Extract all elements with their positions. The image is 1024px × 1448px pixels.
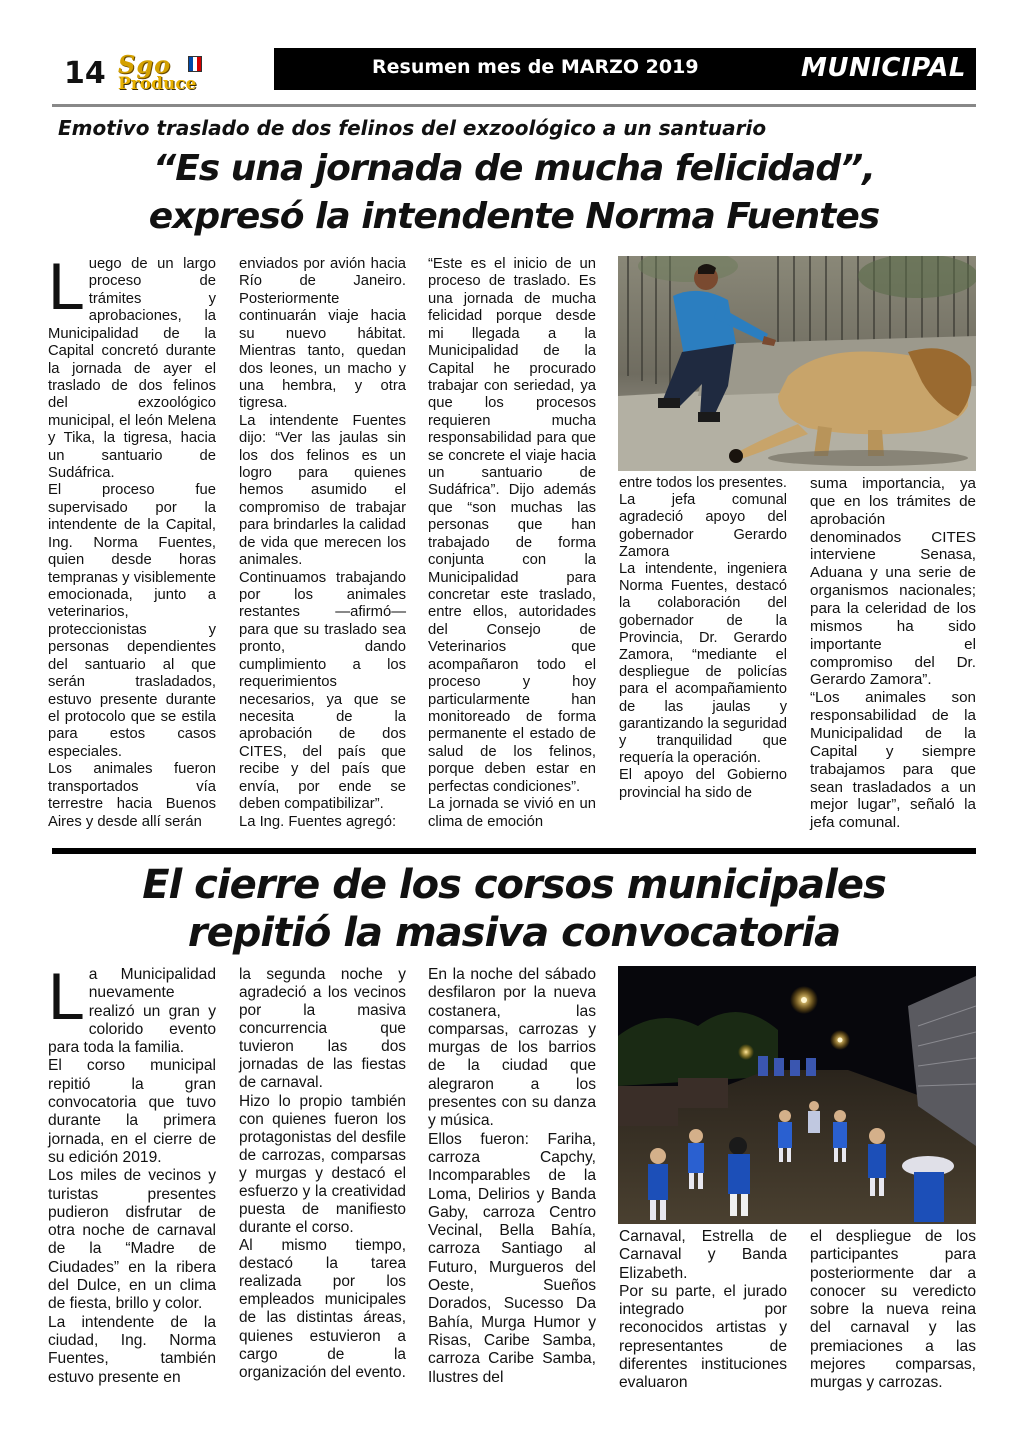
lion-photo — [618, 256, 976, 471]
carnival-parade-photo — [618, 966, 976, 1224]
logo-sgo-text: Sgo — [118, 50, 172, 79]
article2-column-4 — [619, 1228, 787, 1408]
article1-kicker: Emotivo traslado de dos felinos del exzoológico a un santuario — [58, 116, 767, 140]
article1-column-2 — [239, 256, 406, 836]
article2-col3-text — [428, 966, 596, 1387]
flag-icon — [188, 56, 202, 72]
article1-title-line1: “Es una jornada de mucha felicidad”, — [153, 148, 875, 189]
article1-col4-text — [619, 475, 787, 802]
article1-col1-text — [48, 249, 216, 831]
paragraph: Al mismo tiempo, destacó la tarea realizada por los empleados municipales de las distintas áreas, quienes estuvieron a cargo de la organización del evento. — [239, 1237, 406, 1381]
paragraph: “Los animales son responsabilidad de la Municipalidad de la Capital y siempre trabajamos para que sean trasladados a un mejor lugar”, señaló la jefa comunal. — [810, 689, 976, 832]
header-bar — [274, 48, 976, 90]
article1-col5-text — [810, 475, 976, 832]
section-label: MUNICIPAL — [800, 53, 966, 83]
paragraph: suma importancia, ya que en los trámites de aprobación denominados CITES interviene Senasa, Aduana y una serie de organismos nacionales; para la celeridad de los mismos ha sido importante el compromiso del Dr. Gerardo Zamora”. — [810, 475, 976, 689]
paragraph: el despliegue de los participantes para posteriormente dar a conocer su veredicto sobre la nueva reina del carnaval y las premiaciones a las mejores comparsas, murgas y carrozas. — [810, 1228, 976, 1392]
paragraph: Por su parte, el jurado integrado por reconocidos artistas y representantes de diferentes instituciones evaluaron — [619, 1282, 787, 1392]
article2-column-1 — [48, 959, 216, 1406]
page-header — [52, 48, 976, 100]
paragraph: La intendente Fuentes dijo: “Ver las jaulas sin los dos felinos es un logro para quienes hemos asumido el compromiso de trabajar para brindarles la calidad de vida que merecen los animales. — [239, 412, 406, 569]
edition-label: Resumen mes de MARZO 2019 — [372, 56, 699, 78]
paragraph: Hizo lo propio también con quienes fueron los protagonistas del desfile de carrozas, comparsas y murgas y destacó el esfuerzo y la creatividad puesta de manifiesto durante el corso. — [239, 1092, 406, 1237]
article2-column-2 — [239, 966, 406, 1406]
article1-column-1 — [48, 249, 216, 836]
paragraph: El proceso fue supervisado por la intendente de la Capital, Ing. Norma Fuentes, quien desde horas tempranas y visiblemente emocionada, junto a veterinarios, proteccionistas y personas dependientes del santuario al que serán trasladados, estuvo presente durante el protocolo que se estila para estos casos especiales. — [48, 482, 216, 760]
paragraph: la segunda noche y agradeció a los vecinos por la masiva concurrencia que tuvieron las dos jornadas de las fiestas de carnaval. — [239, 966, 406, 1092]
paragraph: Continuamos trabajando por los animales restantes —afirmó— para que su traslado sea pronto, dando cumplimiento a los requerimientos necesarios, ya que se necesita de la aprobación de dos CITES, del país que recibe y del país que envía, por ende se deben compatibilizar”. — [239, 569, 406, 813]
article2-title-line1: El cierre de los corsos municipales — [142, 862, 886, 908]
paragraph: enviados por avión hacia Río de Janeiro. Posteriormente continuarán viaje hacia su nuevo hábitat. Mientras tanto, quedan dos leones, un macho y una hembra, y otra tigresa. — [239, 256, 406, 412]
article2-col4-text — [619, 1228, 787, 1393]
article1-title-line2: expresó la intendente Norma Fuentes — [148, 196, 880, 237]
paragraph: uego de un largo proceso de trámites y aprobaciones, la Municipalidad de la Capital concretó durante la jornada de ayer el traslado de dos felinos del exzoológico municipal, el león Melena y Tika, la tigresa, hacia un santuario de Sudáfrica. — [48, 256, 216, 482]
article1-col3-text — [428, 256, 596, 831]
paragraph: a Municipalidad nuevamente realizó un gran y colorido evento para toda la familia. — [48, 966, 216, 1057]
page-number: 14 — [64, 56, 106, 91]
paragraph: La jefa comunal agradeció apoyo del gobernador Gerardo Zamora — [619, 492, 787, 560]
article2-dropcap: L — [48, 959, 85, 1033]
article-divider — [52, 848, 976, 854]
article1-column-4 — [619, 475, 787, 835]
paragraph: Ellos fueron: Fariha, carroza Capchy, Incomparables de la Loma, Delirios y Banda Gaby, carroza Centro Vecinal, Bella Bahía, carroza Santiago al Futuro, Murgueros del Oeste, Sueños Dorados, Sucesso Da Bahía, Murga Humor y Risas, Caribe Samba, carroza Caribe Samba, Ilustres del — [428, 1130, 596, 1386]
article1-col2-text — [239, 256, 406, 831]
article2-col5-text — [810, 1228, 976, 1393]
article2-title-line2: repitió la masiva convocatoria — [187, 910, 841, 956]
paragraph: entre todos los presentes. — [619, 475, 787, 491]
paragraph: La intendente, ingeniera Norma Fuentes, destacó la colaboración del gobernador de la Provincia, Dr. Gerardo Zamora, “mediante el despliegue de policías para el acompañamiento de las jaulas y garantizando la seguridad y tranquilidad que requería la operación. — [619, 561, 787, 767]
article1-dropcap: L — [48, 249, 85, 323]
paragraph: El apoyo del Gobierno provincial ha sido de — [619, 767, 787, 801]
article1-column-5 — [810, 475, 976, 835]
paragraph: “Este es el inicio de un proceso de traslado. Es una jornada de mucha felicidad porque desde mi llegada a la Municipalidad de la Capital he procurado trabajar con seriedad, ya que los procesos requieren mucha responsabilidad para que se concrete el viaje hacia un santuario de Sudáfrica”. Dijo además que “son muchas las personas que han trabajado de forma conjunta con la Municipalidad para concretar este traslado, entre ellos, autoridades del Consejo de Veterinarios que acompañaron todo el proceso y hoy particularmente han monitoreado de forma permanente el estado de salud de los felinos, porque deben estar en perfectas condiciones”. — [428, 256, 596, 795]
paragraph: El corso municipal repitió la gran convocatoria que tuvo durante la primera jornada, en el cierre de su edición 2019. — [48, 1057, 216, 1166]
article2-column-5 — [810, 1228, 976, 1408]
paragraph: La jornada se vivió en un clima de emoción — [428, 796, 596, 830]
logo-produce-text: Produce — [118, 74, 197, 94]
article2-column-3 — [428, 966, 596, 1406]
article2-col2-text — [239, 966, 406, 1382]
paragraph: La intendente de la ciudad, Ing. Norma Fuentes, también estuvo presente en — [48, 1313, 216, 1386]
article1-column-3 — [428, 256, 596, 836]
paragraph: Carnaval, Estrella de Carnaval y Banda Elizabeth. — [619, 1228, 787, 1282]
paragraph: Los miles de vecinos y turistas presentes pudieron disfrutar de otra noche de carnaval de la “Madre de Ciudades” en la ribera del Dulce, en un clima de fiesta, brillo y color. — [48, 1167, 216, 1313]
paragraph: Los animales fueron transportados vía terrestre hacia Buenos Aires y desde allí serán — [48, 761, 216, 830]
paragraph: La Ing. Fuentes agregó: — [239, 813, 397, 830]
newspaper-logo — [118, 52, 258, 96]
paragraph: En la noche del sábado desfilaron por la nueva costanera, las comparsas, carrozas y murgas de los barrios de la ciudad que alegraron a los presentes con su danza y música. — [428, 966, 596, 1130]
header-rule — [52, 104, 976, 107]
